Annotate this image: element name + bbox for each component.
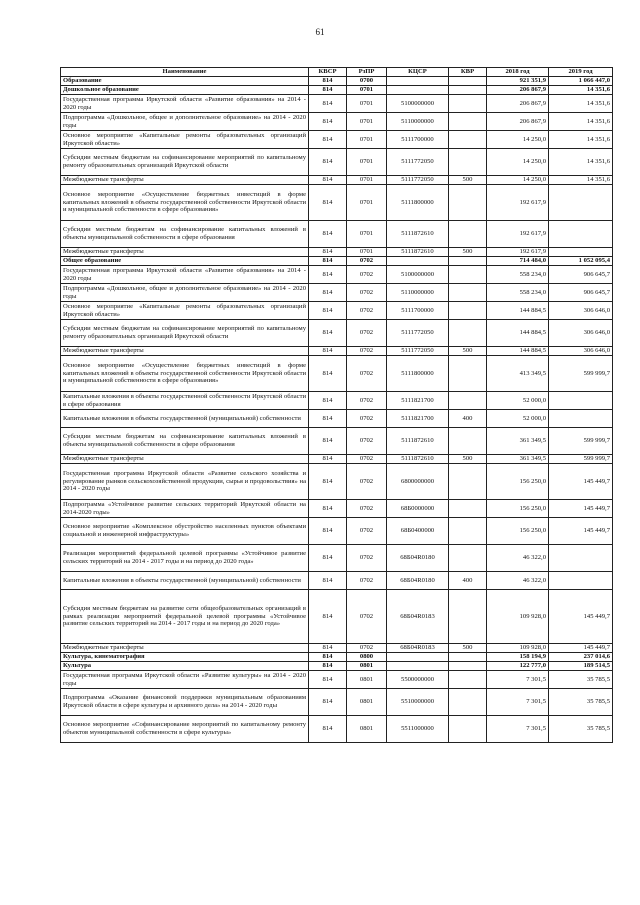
cell-kvr: 500	[449, 347, 487, 356]
cell-rzpr: 0701	[347, 176, 387, 185]
cell-kvr	[449, 302, 487, 320]
table-row	[61, 428, 613, 455]
cell-y2018: 156 250,0	[487, 464, 549, 500]
cell-kcsr: 5111800000	[387, 356, 449, 392]
cell-kvr	[449, 266, 487, 284]
column-header-name: Наименование	[61, 68, 309, 77]
cell-kvr	[449, 590, 487, 644]
column-header-2018: 2018 год	[487, 68, 549, 77]
cell-name: Основное мероприятие «Осуществление бюджетных инвестиций в форме капитальных вложений в объекты государственной собственности Иркутской области и муниципальной собственности в сфере образования»	[61, 185, 309, 221]
cell-y2018: 156 250,0	[487, 518, 549, 545]
cell-name: Государственная программа Иркутской области «Развитие сельского хозяйства и регулирование рынков сельскохозяйственной продукции, сырья и продовольствия» на 2014 - 2020 годы	[61, 464, 309, 500]
cell-rzpr: 0701	[347, 248, 387, 257]
table-row	[61, 257, 613, 266]
cell-y2018: 109 928,0	[487, 590, 549, 644]
cell-y2019: 599 999,7	[549, 428, 613, 455]
cell-name: Основное мероприятие «Капитальные ремонты образовательных организаций Иркутской области»	[61, 131, 309, 149]
cell-rzpr: 0702	[347, 464, 387, 500]
table-row	[61, 644, 613, 653]
cell-rzpr: 0702	[347, 428, 387, 455]
cell-kvsr: 814	[309, 590, 347, 644]
table-row	[61, 653, 613, 662]
cell-y2018: 7 301,5	[487, 689, 549, 716]
column-header-kvr: КВР	[449, 68, 487, 77]
cell-name: Субсидии местным бюджетам на софинансирование капитальных вложений в объекты муниципальной собственности в сфере образования	[61, 428, 309, 455]
cell-kvsr: 814	[309, 662, 347, 671]
cell-y2019: 145 449,7	[549, 464, 613, 500]
cell-y2018: 144 884,5	[487, 347, 549, 356]
cell-y2019: 14 351,6	[549, 149, 613, 176]
table-row	[61, 689, 613, 716]
cell-kvr	[449, 257, 487, 266]
cell-name: Межбюджетные трансферты	[61, 455, 309, 464]
cell-rzpr: 0702	[347, 284, 387, 302]
cell-kvr	[449, 653, 487, 662]
cell-y2018: 558 234,0	[487, 266, 549, 284]
cell-rzpr: 0801	[347, 716, 387, 743]
cell-y2018: 714 484,0	[487, 257, 549, 266]
cell-kvsr: 814	[309, 644, 347, 653]
cell-y2019	[549, 392, 613, 410]
cell-y2018: 413 349,5	[487, 356, 549, 392]
cell-y2018: 206 867,9	[487, 95, 549, 113]
cell-rzpr: 0801	[347, 671, 387, 689]
cell-rzpr: 0701	[347, 185, 387, 221]
cell-kvsr: 814	[309, 671, 347, 689]
cell-kvsr: 814	[309, 185, 347, 221]
cell-kvr: 400	[449, 410, 487, 428]
cell-y2019: 306 646,0	[549, 302, 613, 320]
cell-name: Субсидии местным бюджетам на софинансирование мероприятий по капитальному ремонту образовательных организаций Иркутской области	[61, 320, 309, 347]
cell-kcsr: 5500000000	[387, 671, 449, 689]
cell-kvsr: 814	[309, 302, 347, 320]
cell-name: Дошкольное образование	[61, 86, 309, 95]
table-row	[61, 302, 613, 320]
cell-kvsr: 814	[309, 518, 347, 545]
table-row	[61, 77, 613, 86]
cell-kcsr: 5100000000	[387, 266, 449, 284]
cell-kvr: 400	[449, 572, 487, 590]
cell-y2018: 156 250,0	[487, 500, 549, 518]
cell-kvr	[449, 689, 487, 716]
cell-y2018: 361 349,5	[487, 455, 549, 464]
cell-y2019: 35 785,5	[549, 671, 613, 689]
cell-kvr: 500	[449, 644, 487, 653]
cell-y2019: 35 785,5	[549, 689, 613, 716]
cell-kcsr: 5111800000	[387, 185, 449, 221]
cell-name: Основное мероприятие «Софинансирование мероприятий по капитальному ремонту объектов муниципальной собственности в сфере культуры»	[61, 716, 309, 743]
table-row	[61, 284, 613, 302]
column-header-kcsr: КЦСР	[387, 68, 449, 77]
cell-kvsr: 814	[309, 716, 347, 743]
cell-kcsr: 5110000000	[387, 113, 449, 131]
cell-y2019: 145 449,7	[549, 500, 613, 518]
cell-y2018: 46 322,0	[487, 545, 549, 572]
cell-y2018: 122 777,0	[487, 662, 549, 671]
cell-y2019: 145 449,7	[549, 644, 613, 653]
cell-kvsr: 814	[309, 428, 347, 455]
cell-name: Государственная программа Иркутской области «Развитие культуры» на 2014 - 2020 годы	[61, 671, 309, 689]
cell-rzpr: 0701	[347, 95, 387, 113]
cell-y2018: 14 250,0	[487, 176, 549, 185]
cell-kvsr: 814	[309, 257, 347, 266]
cell-kvsr: 814	[309, 572, 347, 590]
cell-y2018: 158 194,9	[487, 653, 549, 662]
cell-kvr	[449, 671, 487, 689]
cell-y2018: 14 250,0	[487, 131, 549, 149]
cell-y2019	[549, 185, 613, 221]
cell-name: Капитальные вложения в объекты государственной собственности Иркутской области в сфере образования	[61, 392, 309, 410]
page-number: 61	[315, 27, 325, 37]
cell-y2019: 599 999,7	[549, 356, 613, 392]
table-row	[61, 221, 613, 248]
table-header-row	[61, 68, 613, 77]
cell-kvsr: 814	[309, 248, 347, 257]
cell-y2018: 361 349,5	[487, 428, 549, 455]
cell-y2019: 14 351,6	[549, 176, 613, 185]
cell-rzpr: 0701	[347, 86, 387, 95]
cell-rzpr: 0702	[347, 590, 387, 644]
cell-name: Межбюджетные трансферты	[61, 644, 309, 653]
cell-y2019: 14 351,6	[549, 86, 613, 95]
cell-kcsr: 68Б04R0180	[387, 545, 449, 572]
table-row	[61, 716, 613, 743]
cell-name: Реализация мероприятий федеральной целевой программы «Устойчивое развитие сельских территорий на 2014 - 2017 годы и на период до 2020 года»	[61, 545, 309, 572]
cell-kvsr: 814	[309, 131, 347, 149]
cell-y2019: 599 999,7	[549, 455, 613, 464]
cell-y2018: 144 884,5	[487, 302, 549, 320]
cell-kvsr: 814	[309, 392, 347, 410]
cell-kcsr: 5111772050	[387, 149, 449, 176]
cell-kcsr	[387, 653, 449, 662]
cell-kcsr: 68Б04R0183	[387, 644, 449, 653]
cell-rzpr: 0801	[347, 689, 387, 716]
table-row	[61, 455, 613, 464]
cell-kcsr: 5511000000	[387, 716, 449, 743]
table-row	[61, 176, 613, 185]
column-header-2019: 2019 год	[549, 68, 613, 77]
table-row	[61, 545, 613, 572]
cell-kvsr: 814	[309, 500, 347, 518]
cell-kcsr: 5111872610	[387, 455, 449, 464]
cell-kcsr: 6800000000	[387, 464, 449, 500]
cell-kvr	[449, 464, 487, 500]
cell-y2018: 52 000,0	[487, 410, 549, 428]
cell-y2018: 192 617,9	[487, 221, 549, 248]
table-row	[61, 131, 613, 149]
cell-y2018: 144 884,5	[487, 320, 549, 347]
table-row	[61, 113, 613, 131]
table-row	[61, 662, 613, 671]
table-row	[61, 86, 613, 95]
cell-kcsr	[387, 662, 449, 671]
cell-kvsr: 814	[309, 113, 347, 131]
cell-rzpr: 0702	[347, 392, 387, 410]
cell-kvsr: 814	[309, 653, 347, 662]
cell-kvr	[449, 149, 487, 176]
table-body	[61, 77, 613, 743]
cell-kvsr: 814	[309, 320, 347, 347]
cell-kvr	[449, 131, 487, 149]
cell-y2019: 906 645,7	[549, 266, 613, 284]
table-row	[61, 320, 613, 347]
cell-name: Основное мероприятие «Комплексное обустройство населенных пунктов объектами социальной и инженерной инфраструктуры»	[61, 518, 309, 545]
cell-kcsr	[387, 257, 449, 266]
cell-kvr	[449, 392, 487, 410]
cell-name: Подпрограмма «Дошкольное, общее и дополнительное образование» на 2014 - 2020 годы	[61, 113, 309, 131]
cell-kvr	[449, 716, 487, 743]
cell-y2019: 1 052 095,4	[549, 257, 613, 266]
cell-y2018: 206 867,9	[487, 113, 549, 131]
cell-y2018: 192 617,9	[487, 185, 549, 221]
table-row	[61, 464, 613, 500]
budget-table	[60, 67, 613, 743]
table-row	[61, 500, 613, 518]
cell-y2018: 558 234,0	[487, 284, 549, 302]
cell-name: Образование	[61, 77, 309, 86]
cell-name: Межбюджетные трансферты	[61, 248, 309, 257]
table-row	[61, 347, 613, 356]
cell-kcsr: 5111700000	[387, 302, 449, 320]
cell-kvsr: 814	[309, 86, 347, 95]
cell-rzpr: 0702	[347, 266, 387, 284]
cell-name: Общее образование	[61, 257, 309, 266]
cell-y2019: 145 449,7	[549, 518, 613, 545]
cell-kvr	[449, 86, 487, 95]
cell-name: Государственная программа Иркутской области «Развитие образования» на 2014 - 2020 годы	[61, 266, 309, 284]
cell-kcsr: 5111772050	[387, 320, 449, 347]
cell-kvsr: 814	[309, 149, 347, 176]
cell-kvr	[449, 320, 487, 347]
cell-kvr	[449, 77, 487, 86]
cell-kcsr: 5111872610	[387, 221, 449, 248]
table-row	[61, 95, 613, 113]
cell-y2018: 192 617,9	[487, 248, 549, 257]
table-row	[61, 590, 613, 644]
table-row	[61, 266, 613, 284]
cell-rzpr: 0702	[347, 257, 387, 266]
cell-rzpr: 0701	[347, 131, 387, 149]
cell-name: Межбюджетные трансферты	[61, 347, 309, 356]
cell-rzpr: 0702	[347, 410, 387, 428]
cell-kvsr: 814	[309, 347, 347, 356]
cell-y2019: 14 351,6	[549, 131, 613, 149]
cell-kvsr: 814	[309, 221, 347, 248]
cell-rzpr: 0702	[347, 455, 387, 464]
cell-name: Субсидии местным бюджетам на софинансирование капитальных вложений в объекты муниципальной собственности в сфере образования	[61, 221, 309, 248]
cell-kvr	[449, 95, 487, 113]
cell-y2018: 7 301,5	[487, 716, 549, 743]
cell-kvr	[449, 356, 487, 392]
column-header-rzpr: РзПР	[347, 68, 387, 77]
cell-kcsr: 5111821700	[387, 410, 449, 428]
cell-y2019: 1 066 447,0	[549, 77, 613, 86]
cell-rzpr: 0701	[347, 149, 387, 176]
cell-kcsr: 5510000000	[387, 689, 449, 716]
cell-kvsr: 814	[309, 455, 347, 464]
cell-kvsr: 814	[309, 410, 347, 428]
cell-rzpr: 0702	[347, 518, 387, 545]
cell-kcsr: 5111821700	[387, 392, 449, 410]
cell-name: Субсидии местным бюджетам на софинансирование мероприятий по капитальному ремонту образовательных организаций Иркутской области	[61, 149, 309, 176]
table-row	[61, 248, 613, 257]
cell-kvsr: 814	[309, 176, 347, 185]
cell-kcsr: 68Б0000000	[387, 500, 449, 518]
cell-kcsr: 5111872610	[387, 248, 449, 257]
cell-y2018: 206 867,9	[487, 86, 549, 95]
cell-kvsr: 814	[309, 95, 347, 113]
cell-kcsr: 5100000000	[387, 95, 449, 113]
cell-kcsr: 68Б0400000	[387, 518, 449, 545]
cell-kcsr	[387, 77, 449, 86]
cell-y2019: 14 351,6	[549, 95, 613, 113]
cell-kvr: 500	[449, 176, 487, 185]
cell-y2018: 46 322,0	[487, 572, 549, 590]
cell-kvr	[449, 428, 487, 455]
cell-name: Подпрограмма «Дошкольное, общее и дополнительное образование» на 2014 - 2020 годы	[61, 284, 309, 302]
cell-name: Основное мероприятие «Осуществление бюджетных инвестиций в форме капитальных вложений в объекты государственной собственности Иркутской области и муниципальной собственности в сфере образования»	[61, 356, 309, 392]
cell-kvr	[449, 545, 487, 572]
cell-kvr	[449, 221, 487, 248]
cell-y2019: 189 514,5	[549, 662, 613, 671]
cell-kvsr: 814	[309, 356, 347, 392]
cell-rzpr: 0702	[347, 500, 387, 518]
cell-kvsr: 814	[309, 77, 347, 86]
table-row	[61, 392, 613, 410]
cell-rzpr: 0800	[347, 653, 387, 662]
cell-rzpr: 0702	[347, 572, 387, 590]
cell-y2019: 906 645,7	[549, 284, 613, 302]
cell-y2019	[549, 221, 613, 248]
table-row	[61, 671, 613, 689]
cell-kvr	[449, 662, 487, 671]
cell-kvsr: 814	[309, 266, 347, 284]
table-row	[61, 185, 613, 221]
cell-name: Субсидия местным бюджетам на развитие сети общеобразовательных организаций в рамках реализации мероприятий федеральной целевой программы «Устойчивое развитие сельских территорий на 2014 - 2017 годы и на период до 2020 года»	[61, 590, 309, 644]
table-row	[61, 410, 613, 428]
cell-rzpr: 0701	[347, 221, 387, 248]
cell-y2019	[549, 545, 613, 572]
cell-rzpr: 0702	[347, 302, 387, 320]
cell-kvsr: 814	[309, 545, 347, 572]
cell-kvsr: 814	[309, 689, 347, 716]
cell-kcsr: 5111772050	[387, 347, 449, 356]
cell-y2019: 35 785,5	[549, 716, 613, 743]
cell-rzpr: 0702	[347, 644, 387, 653]
cell-kvsr: 814	[309, 284, 347, 302]
cell-kvsr: 814	[309, 464, 347, 500]
cell-y2019: 237 014,6	[549, 653, 613, 662]
cell-kcsr: 5111700000	[387, 131, 449, 149]
cell-rzpr: 0701	[347, 113, 387, 131]
cell-kcsr	[387, 86, 449, 95]
cell-rzpr: 0702	[347, 347, 387, 356]
cell-y2019	[549, 572, 613, 590]
cell-kcsr: 5110000000	[387, 284, 449, 302]
cell-kvr	[449, 518, 487, 545]
table-row	[61, 149, 613, 176]
cell-y2019	[549, 410, 613, 428]
cell-y2019: 14 351,6	[549, 113, 613, 131]
cell-name: Капитальные вложения в объекты государственной (муниципальной) собственности	[61, 572, 309, 590]
cell-kvr: 500	[449, 455, 487, 464]
cell-y2019: 306 646,0	[549, 320, 613, 347]
cell-y2018: 109 928,0	[487, 644, 549, 653]
cell-rzpr: 0702	[347, 356, 387, 392]
table-row	[61, 518, 613, 545]
column-header-kvsr: КВСР	[309, 68, 347, 77]
cell-kcsr: 68Б04R0183	[387, 590, 449, 644]
cell-y2018: 921 351,9	[487, 77, 549, 86]
cell-kcsr: 5111872610	[387, 428, 449, 455]
cell-kvr	[449, 284, 487, 302]
cell-kvr	[449, 113, 487, 131]
cell-kvr: 500	[449, 248, 487, 257]
cell-y2019: 306 646,0	[549, 347, 613, 356]
cell-name: Межбюджетные трансферты	[61, 176, 309, 185]
cell-kvr	[449, 500, 487, 518]
cell-kcsr: 68Б04R0180	[387, 572, 449, 590]
cell-name: Основное мероприятие «Капитальные ремонты образовательных организаций Иркутской области»	[61, 302, 309, 320]
table-row	[61, 572, 613, 590]
cell-name: Подпрограмма «Устойчивое развитие сельских территорий Иркутской области на 2014-2020 годы»	[61, 500, 309, 518]
cell-rzpr: 0700	[347, 77, 387, 86]
cell-y2018: 7 301,5	[487, 671, 549, 689]
cell-name: Культура, кинематография	[61, 653, 309, 662]
table-row	[61, 356, 613, 392]
cell-y2019	[549, 248, 613, 257]
cell-kvr	[449, 185, 487, 221]
cell-y2018: 14 250,0	[487, 149, 549, 176]
cell-rzpr: 0702	[347, 545, 387, 572]
cell-rzpr: 0702	[347, 320, 387, 347]
cell-kcsr: 5111772050	[387, 176, 449, 185]
cell-y2018: 52 000,0	[487, 392, 549, 410]
cell-name: Культура	[61, 662, 309, 671]
cell-name: Подпрограмма «Оказание финансовой поддержки муниципальным образованиям Иркутской области в сфере культуры и архивного дела» на 2014 - 2020 годы	[61, 689, 309, 716]
cell-y2019: 145 449,7	[549, 590, 613, 644]
cell-rzpr: 0801	[347, 662, 387, 671]
cell-name: Капитальные вложения в объекты государственной (муниципальной) собственности	[61, 410, 309, 428]
cell-name: Государственная программа Иркутской области «Развитие образования» на 2014 - 2020 годы	[61, 95, 309, 113]
